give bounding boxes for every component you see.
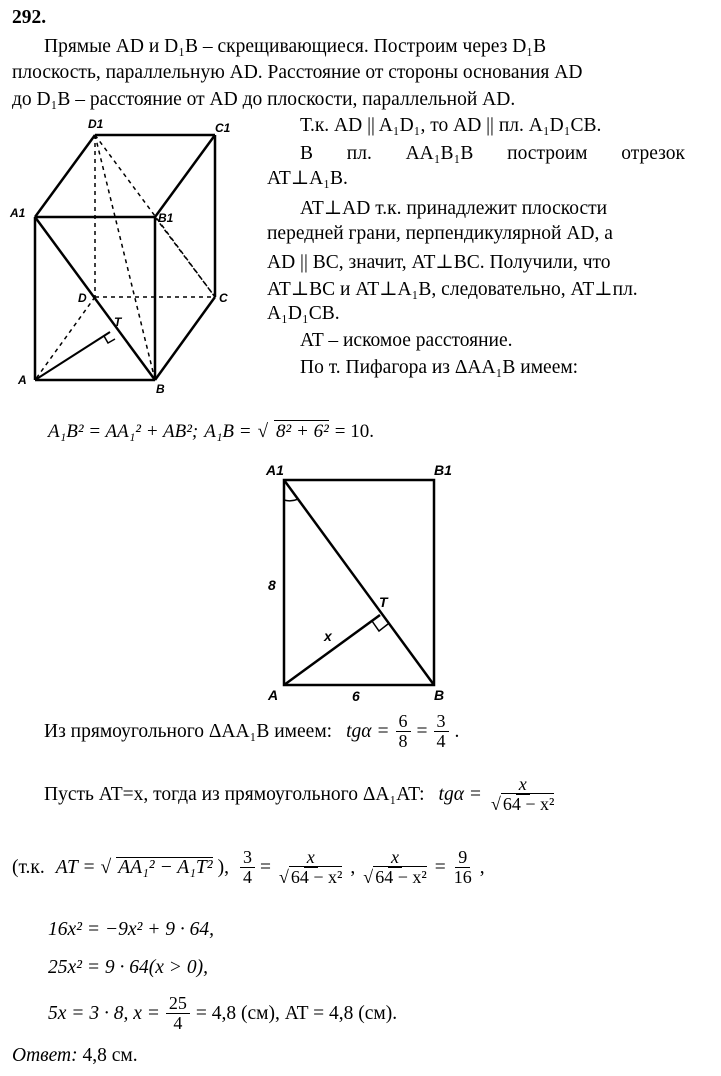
prism-figure (0, 112, 262, 397)
fraction: $\frac{3}{4}$ (434, 712, 449, 751)
intro-line-1: Прямые AD и D₁B – скрещивающиеся. Построим через D₁B (44, 36, 547, 57)
rc-line-8: A₁D₁CB. (267, 303, 340, 324)
rc-line-6: AD || BC, значит, AT⊥BC. Получили, что (267, 252, 611, 273)
fraction: $\frac{3}{4}$ (240, 848, 255, 887)
rect-label-8: 8 (268, 577, 276, 593)
equation-a: 16x² = −9x² + 9 · 64, (48, 919, 214, 940)
cube-label-a: A (18, 373, 27, 387)
cube-label-t: T (114, 315, 122, 329)
intro-line-3: до D₁B – расстояние от AD до плоскости, параллельной AD. (12, 89, 516, 110)
sqrt-sign: √ (278, 866, 289, 887)
sqrt-sign: √ (363, 866, 374, 887)
rc-line-1: Т.к. AD || A₁D₁, то AD || пл. A₁D₁CB. (300, 115, 602, 136)
equation-c: 5x = 3 · 8, x = $\frac{25}{4}$ = 4,8 (см), AT = 4,8 (см). (48, 993, 398, 1033)
fraction: $\frac{x}{\text{√ 64 − x²}}$ (278, 847, 343, 887)
sqrt-sign: √ (100, 856, 112, 878)
fraction: $\frac{x}{\text{√ 64 − x²}}$ (363, 847, 427, 887)
fraction: $\frac{25}{4}$ (166, 994, 190, 1033)
rect-label-b: B (434, 687, 445, 703)
cube-label-c1: C1 (215, 121, 231, 135)
fraction: $\frac{9}{16}$ (453, 847, 472, 887)
rect-label-6: 6 (352, 688, 360, 704)
cube-label-d1: D1 (88, 117, 104, 131)
rc-line-10: По т. Пифагора из ΔAA₁B имеем: (300, 357, 579, 378)
let-line: Пусть AT=x, тогда из прямоугольного ΔA₁AT: tgα = $\frac{x}{\text{√ 64 − x²}}$ (44, 775, 557, 814)
equation-pythagoras: A₁B² = AA₁² + AB²; A₁B = √ 8² + 6² = 10. (48, 420, 374, 442)
rect-label-a: A (268, 687, 279, 703)
rc-line-5: передней грани, перпендикулярной AD, а (267, 223, 613, 244)
sqrt-sign: √ (490, 793, 501, 814)
rc-line-2: В пл. AA₁B₁B построим отрезок (300, 143, 685, 164)
cube-label-b1: B1 (158, 211, 174, 225)
answer: Ответ: 4,8 см. (12, 1045, 138, 1066)
rectangle-figure (262, 455, 462, 705)
rect-label-b1: B1 (434, 462, 452, 478)
rect-label-x: x (324, 628, 332, 644)
tg-line: Из прямоугольного ΔAA₁B имеем: tgα = $\frac{6}{8}$ = $\frac{3}{4}$ . (44, 711, 460, 751)
tk-line: (т.к. AT = √ AA₁² − A₁T² ), $\frac{3}{4}$ = $\frac{x}{\text{√ 64 − x²}}$ , $\frac{x}{\text{√ 64 − x²}}$ = $\frac{9}{16}$ , (12, 847, 485, 887)
rect-label-a1: A1 (266, 462, 284, 478)
intro-line-2: плоскость, параллельную AD. Расстояние от стороны основания AD (12, 62, 583, 83)
fraction: $\frac{6}{8}$ (396, 712, 411, 751)
rc-line-3: AT⊥A₁B. (267, 168, 348, 189)
rect-label-t: T (379, 594, 388, 610)
sqrt-sign: √ (257, 420, 269, 442)
rc-line-4: AT⊥AD т.к. принадлежит плоскости (300, 198, 608, 219)
problem-number: 292. (12, 7, 47, 28)
cube-label-a1: A1 (10, 206, 26, 220)
cube-label-b: B (156, 382, 165, 396)
equation-b: 25x² = 9 · 64(x > 0), (48, 957, 208, 978)
cube-label-c: C (219, 291, 228, 305)
fraction: $\frac{x}{\text{√ 64 − x²}}$ (490, 774, 555, 814)
rc-line-7: AT⊥BC и AT⊥A₁B, следовательно, AT⊥пл. (267, 279, 638, 300)
rc-line-9: AT – искомое расстояние. (300, 330, 513, 351)
cube-label-d: D (78, 291, 87, 305)
